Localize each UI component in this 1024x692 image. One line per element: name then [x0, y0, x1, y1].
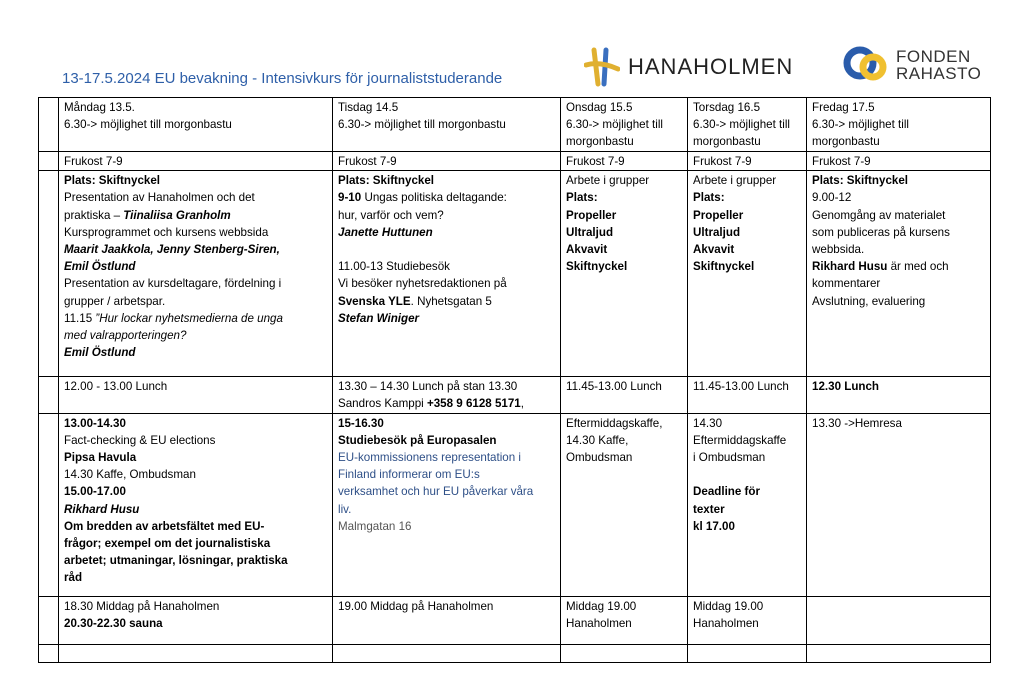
tuesday-header — [333, 98, 561, 152]
speaker: Emil Östlund — [64, 346, 136, 360]
breakfast-cell: Frukost 7-9 — [807, 152, 991, 171]
blank-cell — [561, 644, 688, 662]
text-line: Presentation av kursdeltagare, fördelning i — [64, 277, 282, 291]
text-line: Plats: — [693, 191, 725, 205]
page-title: 13-17.5.2024 EU bevakning - Intensivkurs för journaliststuderande — [62, 70, 503, 87]
room: Ultraljud — [566, 225, 614, 239]
friday-dinner — [807, 596, 991, 644]
friday-afternoon — [807, 413, 991, 596]
blank-cell — [39, 644, 59, 662]
sauna-note: 6.30-> möjlighet till morgonbastu — [64, 118, 232, 132]
breakfast-cell: Frukost 7-9 — [59, 152, 333, 171]
text-line: som publiceras på kursens — [812, 225, 950, 239]
text-line: hur, varför och vem? — [338, 208, 444, 222]
blank-cell — [39, 596, 59, 644]
tuesday-afternoon — [333, 413, 561, 596]
afternoon-row — [39, 413, 991, 596]
speaker: Pipsa Havula — [64, 451, 137, 465]
monday-dinner — [59, 596, 333, 644]
speakers: Maarit Jaakkola, Jenny Stenberg-Siren, — [64, 243, 280, 257]
text-line: Fact-checking & EU elections — [64, 433, 216, 447]
room: Ultraljud — [693, 225, 741, 239]
text-line: Plats: — [566, 191, 598, 205]
time: 13.00-14.30 — [64, 416, 126, 430]
text-line: Arbete i grupper — [566, 174, 650, 188]
thursday-lunch — [688, 377, 807, 413]
day-name: Torsdag 16.5 — [693, 101, 761, 114]
text: är med och — [887, 260, 949, 274]
thursday-morning — [688, 171, 807, 377]
wednesday-morning — [561, 171, 688, 377]
text: , — [520, 397, 524, 411]
text: . Nyhetsgatan 5 — [410, 294, 492, 308]
text-line: Finland informerar om EU:s — [338, 468, 480, 482]
text-line: i Ombudsman — [693, 451, 766, 465]
lunch-text: 11.45-13.00 Lunch — [566, 380, 662, 394]
morning-row — [39, 171, 991, 377]
room: Akvavit — [693, 243, 735, 257]
dinner-text: Middag 19.00 — [693, 599, 764, 613]
text-line — [338, 189, 555, 206]
text-line: Kursprogrammet och kursens webbsida — [64, 225, 269, 239]
text-line: liv. — [338, 502, 352, 516]
blank-cell — [39, 152, 59, 171]
lunch-text: 12.00 - 13.00 Lunch — [64, 380, 168, 394]
lunch-text — [338, 395, 555, 412]
time: 11.15 — [64, 311, 96, 325]
sauna-note: 6.30-> möjlighet till — [566, 118, 663, 132]
restaurant: Sandros Kamppi — [338, 397, 427, 411]
speakers: Emil Östlund — [64, 260, 136, 274]
time: 15-16.30 — [338, 416, 384, 430]
speaker: Tiinaliisa Granholm — [123, 208, 231, 222]
talk-title: med valrapporteringen? — [64, 329, 187, 343]
breakfast-cell: Frukost 7-9 — [561, 152, 688, 171]
text-line: Eftermiddagskaffe, — [566, 416, 663, 430]
text-line: Vi besöker nyhetsredaktionen på — [338, 277, 507, 291]
dinner-row — [39, 596, 991, 644]
friday-lunch — [807, 377, 991, 413]
day-name: Måndag 13.5. — [64, 101, 135, 114]
thursday-dinner — [688, 596, 807, 644]
fonden-rahasto-logo — [842, 42, 981, 88]
sauna-note: 6.30-> möjlighet till morgonbastu — [338, 118, 506, 132]
text-line: kommentarer — [812, 277, 881, 291]
text-line: 14.30 — [693, 416, 723, 430]
time: 15.00-17.00 — [64, 485, 126, 499]
blank-cell — [39, 98, 59, 152]
room: Propeller — [566, 208, 617, 222]
wednesday-lunch — [561, 377, 688, 413]
empty-row — [39, 644, 991, 662]
monday-afternoon — [59, 413, 333, 596]
place: Plats: Skiftnyckel — [64, 174, 161, 188]
monday-header — [59, 98, 333, 152]
blank-cell — [688, 644, 807, 662]
tuesday-lunch — [333, 377, 561, 413]
text-line: Ombudsman — [566, 451, 633, 465]
blank-cell — [59, 644, 333, 662]
text-line — [812, 258, 985, 275]
hanaholmen-logo-text: HANAHOLMEN — [628, 54, 794, 79]
org: Svenska YLE — [338, 294, 411, 308]
place: Plats: Skiftnyckel — [812, 174, 909, 188]
text-line: 14.30 Kaffe, Ombudsman — [64, 468, 196, 482]
room: Propeller — [693, 208, 744, 222]
lunch-row — [39, 377, 991, 413]
speaker: Rikhard Husu — [64, 502, 140, 516]
text-line: webbsida. — [812, 243, 865, 257]
lunch-text: 11.45-13.00 Lunch — [693, 380, 789, 394]
speaker: Stefan Winiger — [338, 311, 420, 325]
sauna-note: morgonbastu — [693, 135, 761, 149]
text-line — [64, 207, 327, 224]
talk-title: ”Hur lockar nyhetsmedierna de unga — [95, 311, 283, 325]
text: Ungas politiska deltagande: — [361, 191, 507, 205]
sauna-note: morgonbastu — [812, 135, 880, 149]
breakfast-row — [39, 152, 991, 171]
deadline: texter — [693, 502, 725, 516]
monday-lunch — [59, 377, 333, 413]
wednesday-header — [561, 98, 688, 152]
speaker: Janette Huttunen — [338, 225, 433, 239]
sauna-note: 6.30-> möjlighet till — [693, 118, 790, 132]
address: Malmgatan 16 — [338, 519, 412, 533]
breakfast-cell: Frukost 7-9 — [688, 152, 807, 171]
room: Skiftnyckel — [566, 260, 628, 274]
speaker: Rikhard Husu — [812, 260, 888, 274]
text-line — [338, 293, 555, 310]
lunch-text: 12.30 Lunch — [812, 380, 880, 394]
blank-cell — [39, 377, 59, 413]
deadline: kl 17.00 — [693, 519, 735, 533]
friday-morning — [807, 171, 991, 377]
text-line: Presentation av Hanaholmen och det — [64, 191, 255, 205]
hanaholmen-logo-icon — [584, 47, 620, 87]
day-name: Fredag 17.5 — [812, 101, 875, 114]
text-line: Studiebesök på Europasalen — [338, 433, 497, 447]
deadline: Deadline för — [693, 485, 760, 499]
blank-cell — [39, 171, 59, 377]
text-line: 11.00-13 Studiebesök — [338, 260, 450, 274]
blank-cell — [39, 413, 59, 596]
room: Skiftnyckel — [693, 260, 755, 274]
dinner-text: 18.30 Middag på Hanaholmen — [64, 599, 220, 613]
hanaholmen-logo — [584, 46, 793, 88]
sauna-note: 6.30-> möjlighet till — [812, 118, 909, 132]
blank-cell — [807, 644, 991, 662]
text: praktiska – — [64, 208, 124, 222]
day-header-row — [39, 98, 991, 152]
spacer — [693, 466, 801, 483]
day-name: Onsdag 15.5 — [566, 101, 633, 114]
dinner-text: 19.00 Middag på Hanaholmen — [338, 599, 494, 613]
text-line: Genomgång av materialet — [812, 208, 946, 222]
wednesday-afternoon — [561, 413, 688, 596]
fonden-logo-line-1: FONDEN — [896, 47, 971, 66]
place: Plats: Skiftnyckel — [338, 174, 435, 188]
text-line: Avslutning, evaluering — [812, 294, 926, 308]
text-line: 14.30 Kaffe, — [566, 433, 629, 447]
text-line: frågor; exempel om det journalistiska — [64, 537, 271, 551]
sauna-text: 20.30-22.30 sauna — [64, 616, 163, 630]
text-line: arbetet; utmaningar, lösningar, praktiska — [64, 554, 288, 568]
monday-morning — [59, 171, 333, 377]
dinner-text: Hanaholmen — [566, 616, 632, 630]
dinner-text: Middag 19.00 — [566, 599, 637, 613]
thursday-header — [688, 98, 807, 152]
text-line: Arbete i grupper — [693, 174, 777, 188]
lunch-text: 13.30 – 14.30 Lunch på stan 13.30 — [338, 380, 518, 394]
day-name: Tisdag 14.5 — [338, 101, 399, 114]
dinner-text: Hanaholmen — [693, 616, 759, 630]
text-line: verksamhet och hur EU påverkar våra — [338, 485, 534, 499]
wednesday-dinner — [561, 596, 688, 644]
room: Akvavit — [566, 243, 608, 257]
breakfast-cell: Frukost 7-9 — [333, 152, 561, 171]
schedule-table — [38, 97, 991, 663]
text-line: 9.00-12 — [812, 191, 852, 205]
text-line: råd — [64, 571, 83, 585]
text-line: Om bredden av arbetsfältet med EU- — [64, 519, 265, 533]
thursday-afternoon — [688, 413, 807, 596]
tuesday-morning — [333, 171, 561, 377]
text-line: grupper / arbetspar. — [64, 294, 166, 308]
fonden-logo-icon — [842, 42, 890, 88]
phone-number: +358 9 6128 5171 — [426, 397, 521, 411]
text-line — [64, 310, 327, 327]
blank-cell — [333, 644, 561, 662]
tuesday-dinner — [333, 596, 561, 644]
text-line: Eftermiddagskaffe — [693, 433, 787, 447]
friday-header — [807, 98, 991, 152]
text-line: 13.30 ->Hemresa — [812, 416, 902, 430]
spacer — [338, 241, 555, 258]
time: 9-10 — [338, 191, 362, 205]
text-line: EU-kommissionens representation i — [338, 451, 521, 465]
fonden-logo-line-2: RAHASTO — [896, 64, 982, 83]
sauna-note: morgonbastu — [566, 135, 634, 149]
fonden-logo-text — [896, 48, 981, 82]
